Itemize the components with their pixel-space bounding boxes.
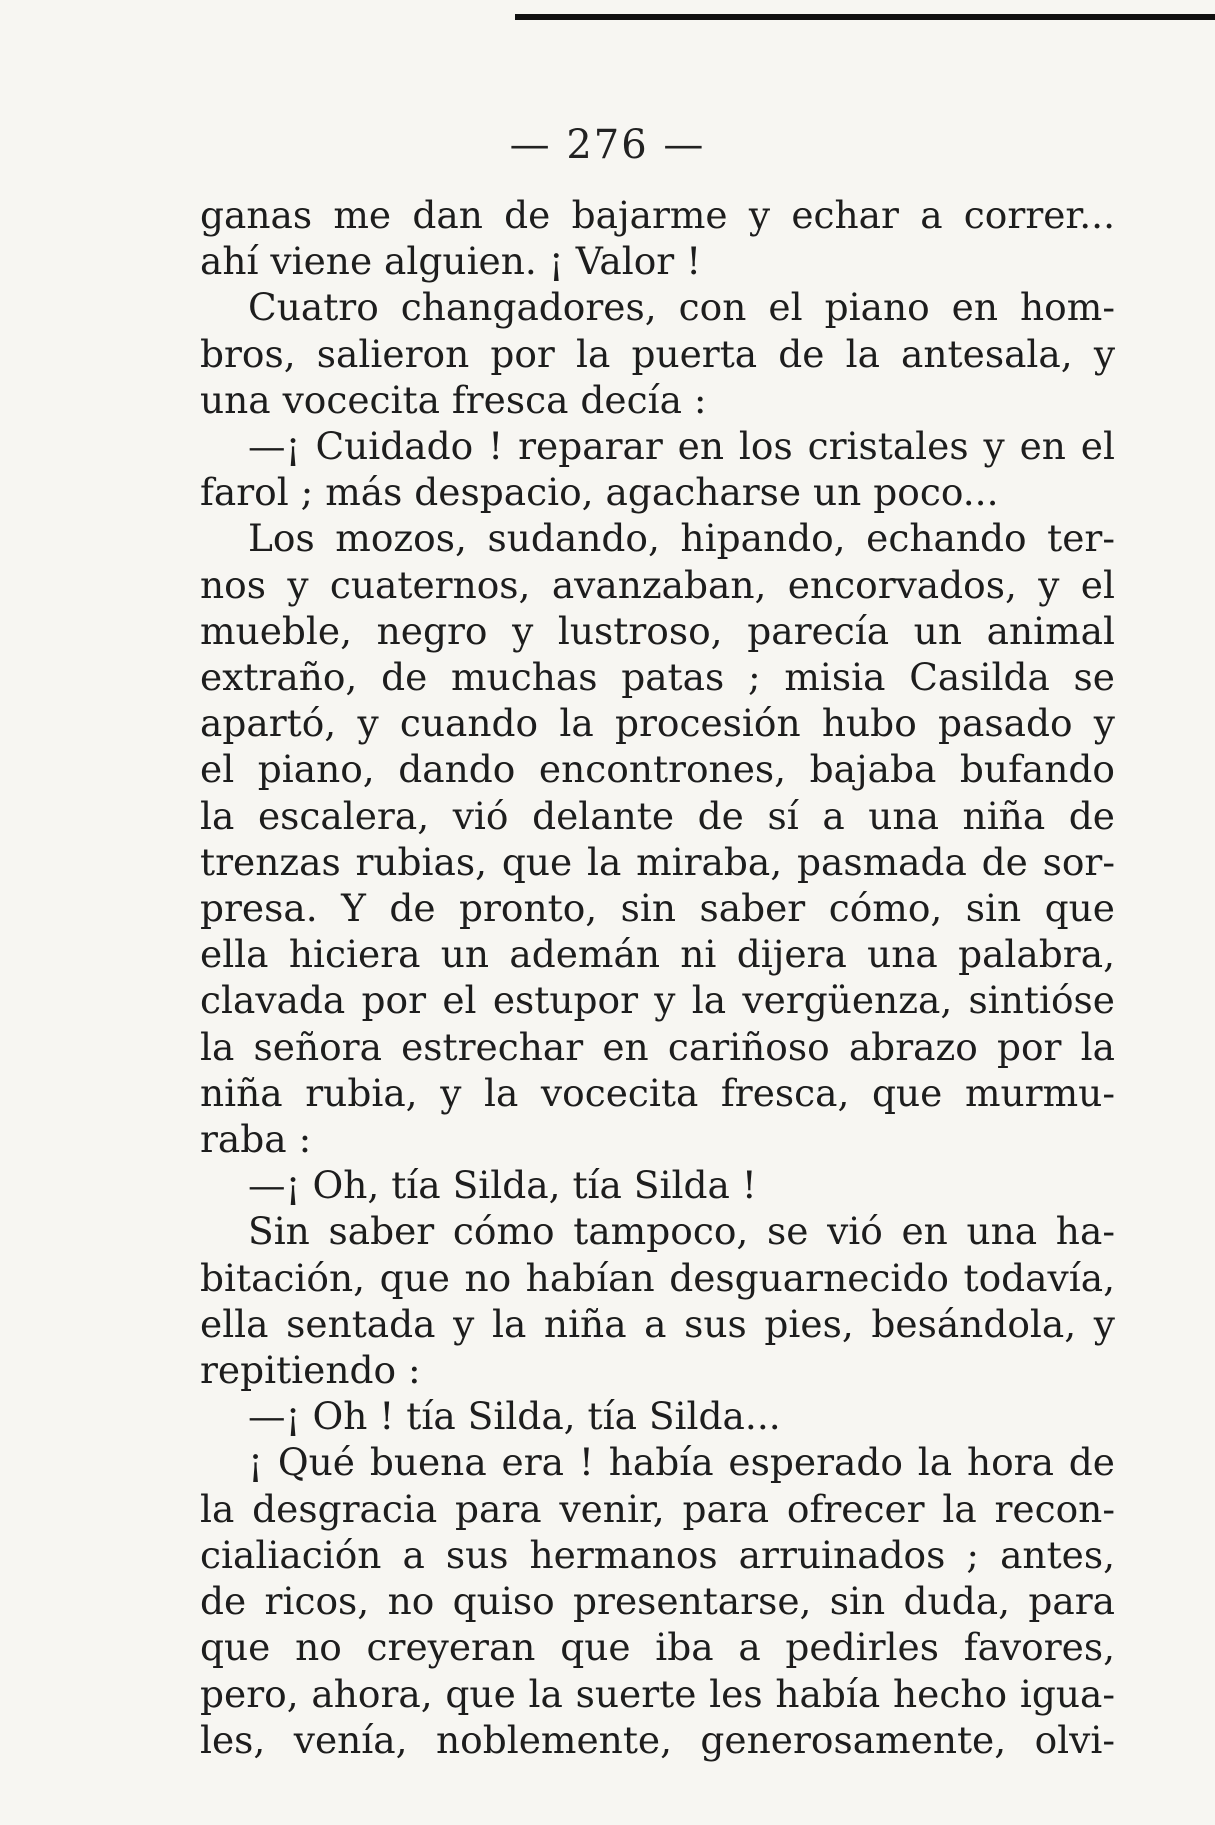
text-line: trenzas rubias, que la miraba, pasmada de sor- (200, 839, 1115, 884)
text-line: cialiación a sus hermanos arruinados ; antes, (200, 1532, 1115, 1577)
text-line: ¡ Qué buena era ! había esperado la hora de (248, 1440, 1115, 1485)
page-number: — 276 — (509, 122, 706, 168)
text-line: Los mozos, sudando, hipando, echando ter- (248, 516, 1115, 561)
text-line: Cuatro changadores, con el piano en hom- (248, 285, 1115, 330)
text-line: la escalera, vió delante de sí a una niña de (200, 793, 1115, 838)
text-line: pero, ahora, que la suerte les había hecho igua- (200, 1671, 1115, 1716)
text-line: farol ; más despacio, agacharse un poco... (200, 470, 999, 515)
text-line: una vocecita fresca decía : (200, 377, 707, 422)
text-line: la desgracia para venir, para ofrecer la recon- (200, 1486, 1115, 1531)
text-line: niña rubia, y la vocecita fresca, que murmu- (200, 1070, 1115, 1115)
text-line: les, venía, noblemente, generosamente, olvi- (200, 1717, 1115, 1762)
text-line: —¡ Oh, tía Silda, tía Silda ! (248, 1163, 757, 1208)
text-line: repitiendo : (200, 1348, 421, 1393)
text-line: mueble, negro y lustroso, parecía un animal (200, 608, 1115, 653)
text-line: bros, salieron por la puerta de la antesala, y (200, 331, 1115, 376)
body-text (200, 192, 1115, 1763)
text-line: ganas me dan de bajarme y echar a correr... (200, 193, 1115, 237)
text-line: raba : (200, 1117, 312, 1162)
text-line: ella hiciera un ademán ni dijera una palabra, (200, 932, 1115, 977)
text-line: —¡ Oh ! tía Silda, tía Silda... (248, 1394, 781, 1439)
text-line: clavada por el estupor y la vergüenza, sintióse (200, 978, 1115, 1023)
text-line: nos y cuaternos, avanzaban, encorvados, y el (200, 562, 1115, 607)
text-line: —¡ Cuidado ! reparar en los cristales y en el (248, 424, 1115, 469)
text-line: ella sentada y la niña a sus pies, besándola, y (200, 1301, 1115, 1346)
text-line: presa. Y de pronto, sin saber cómo, sin que (200, 886, 1115, 931)
text-line: que no creyeran que iba a pedirles favores, (200, 1625, 1115, 1670)
text-line: Sin saber cómo tampoco, se vió en una ha- (248, 1209, 1115, 1254)
text-line: apartó, y cuando la procesión hubo pasado y (200, 701, 1115, 746)
text-line: extraño, de muchas patas ; misia Casilda se (200, 655, 1115, 700)
text-line: de ricos, no quiso presentarse, sin duda, para (200, 1579, 1115, 1624)
text-line: el piano, dando encontrones, bajaba bufando (200, 747, 1115, 792)
text-line: la señora estrechar en cariñoso abrazo por la (200, 1024, 1115, 1069)
top-rule (515, 14, 1215, 20)
text-line: ahí viene alguien. ¡ Valor ! (200, 239, 702, 284)
text-line: bitación, que no habían desguarnecido todavía, (200, 1255, 1115, 1300)
